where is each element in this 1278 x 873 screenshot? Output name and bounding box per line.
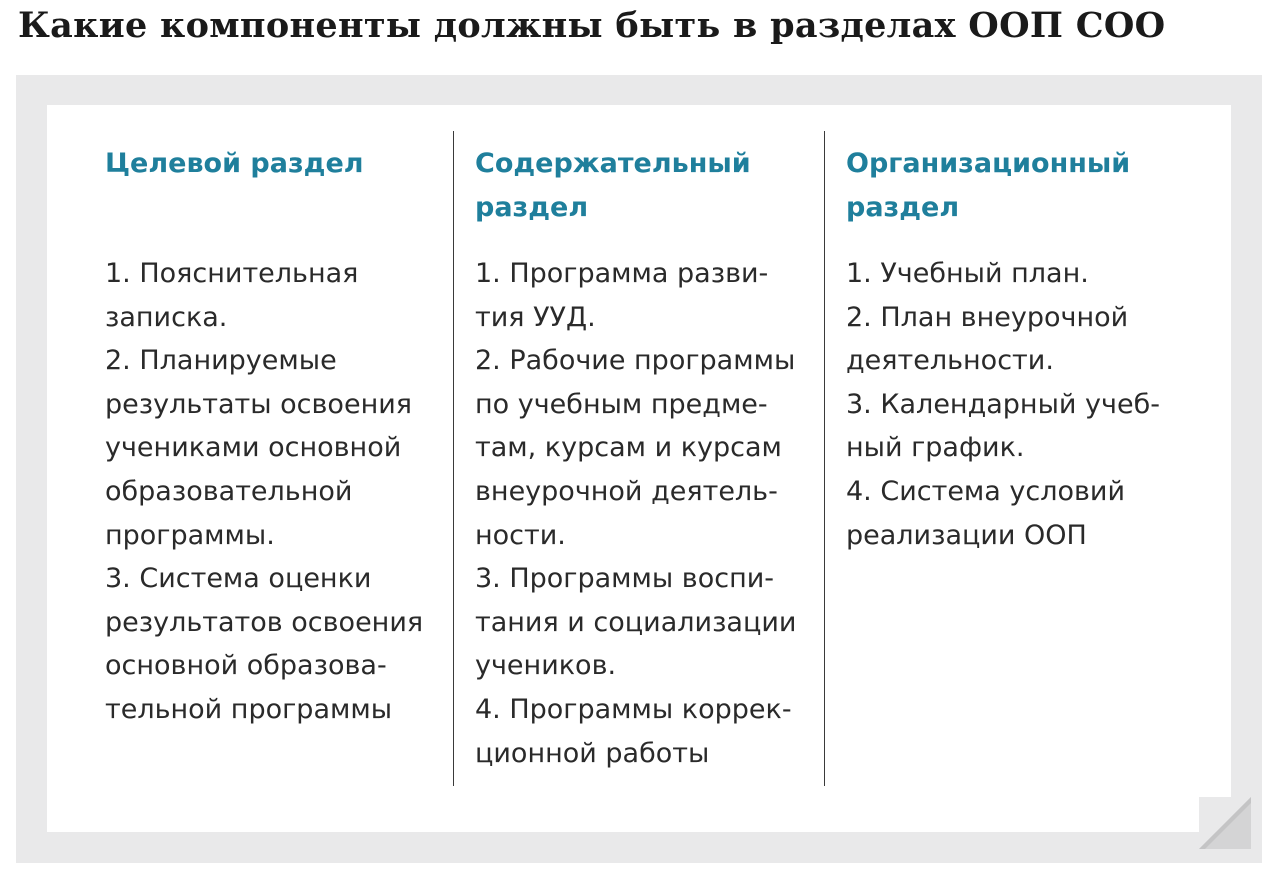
heading-line: раздел	[846, 192, 960, 223]
heading-line: Организационный	[846, 148, 1131, 179]
item-line: 3. Система оценки	[105, 563, 372, 595]
page-title: Какие компоненты должны быть в разделах ООП СОО	[18, 5, 1166, 46]
item-line: записка.	[105, 301, 228, 333]
item-line: 2. План внеурочной	[846, 301, 1129, 333]
item-line: тельной программы	[105, 693, 393, 725]
item-line: тания и социализации	[475, 606, 797, 638]
column-items	[475, 252, 796, 775]
item-line: деятельности.	[846, 345, 1054, 377]
item-line: учениками основной	[105, 432, 402, 464]
item-line: 1. Учебный план.	[846, 258, 1089, 289]
column-divider	[824, 131, 825, 786]
column-heading	[105, 142, 445, 186]
column-heading	[846, 142, 1186, 230]
column-heading	[475, 142, 815, 230]
info-box-frame	[16, 75, 1262, 863]
item-line: программы.	[105, 519, 275, 551]
item-line: реализации ООП	[846, 519, 1087, 551]
item-line: результатов освоения	[105, 606, 424, 638]
item-line: 1. Пояснительная	[105, 258, 359, 289]
heading-line: раздел	[475, 192, 589, 223]
item-line: 2. Планируемые	[105, 345, 337, 377]
item-line: внеурочной деятель-	[475, 475, 778, 507]
column-items	[105, 252, 423, 732]
item-line: 2. Рабочие программы	[475, 345, 796, 377]
item-line: ционной работы	[475, 737, 710, 769]
heading-line: Целевой раздел	[105, 148, 364, 179]
column-divider	[453, 131, 454, 786]
item-line: там, курсам и курсам	[475, 432, 782, 464]
item-line: ности.	[475, 519, 566, 551]
item-line: тия УУД.	[475, 301, 596, 333]
item-line: 4. Система условий	[846, 475, 1126, 507]
item-line: 1. Программа разви-	[475, 258, 769, 289]
info-box	[47, 105, 1231, 832]
item-line: основной образова-	[105, 650, 387, 682]
item-line: 3. Календарный учеб-	[846, 388, 1160, 420]
column-items	[846, 252, 1160, 557]
item-line: по учебным предме-	[475, 388, 768, 420]
page-curl-icon	[1199, 797, 1251, 849]
item-line: образовательной	[105, 475, 353, 507]
item-line: 4. Программы коррек-	[475, 693, 792, 725]
heading-line: Содержательный	[475, 148, 751, 179]
item-line: 3. Программы воспи-	[475, 563, 775, 595]
item-line: результаты освоения	[105, 388, 413, 420]
item-line: ный график.	[846, 432, 1025, 464]
item-line: учеников.	[475, 650, 617, 682]
